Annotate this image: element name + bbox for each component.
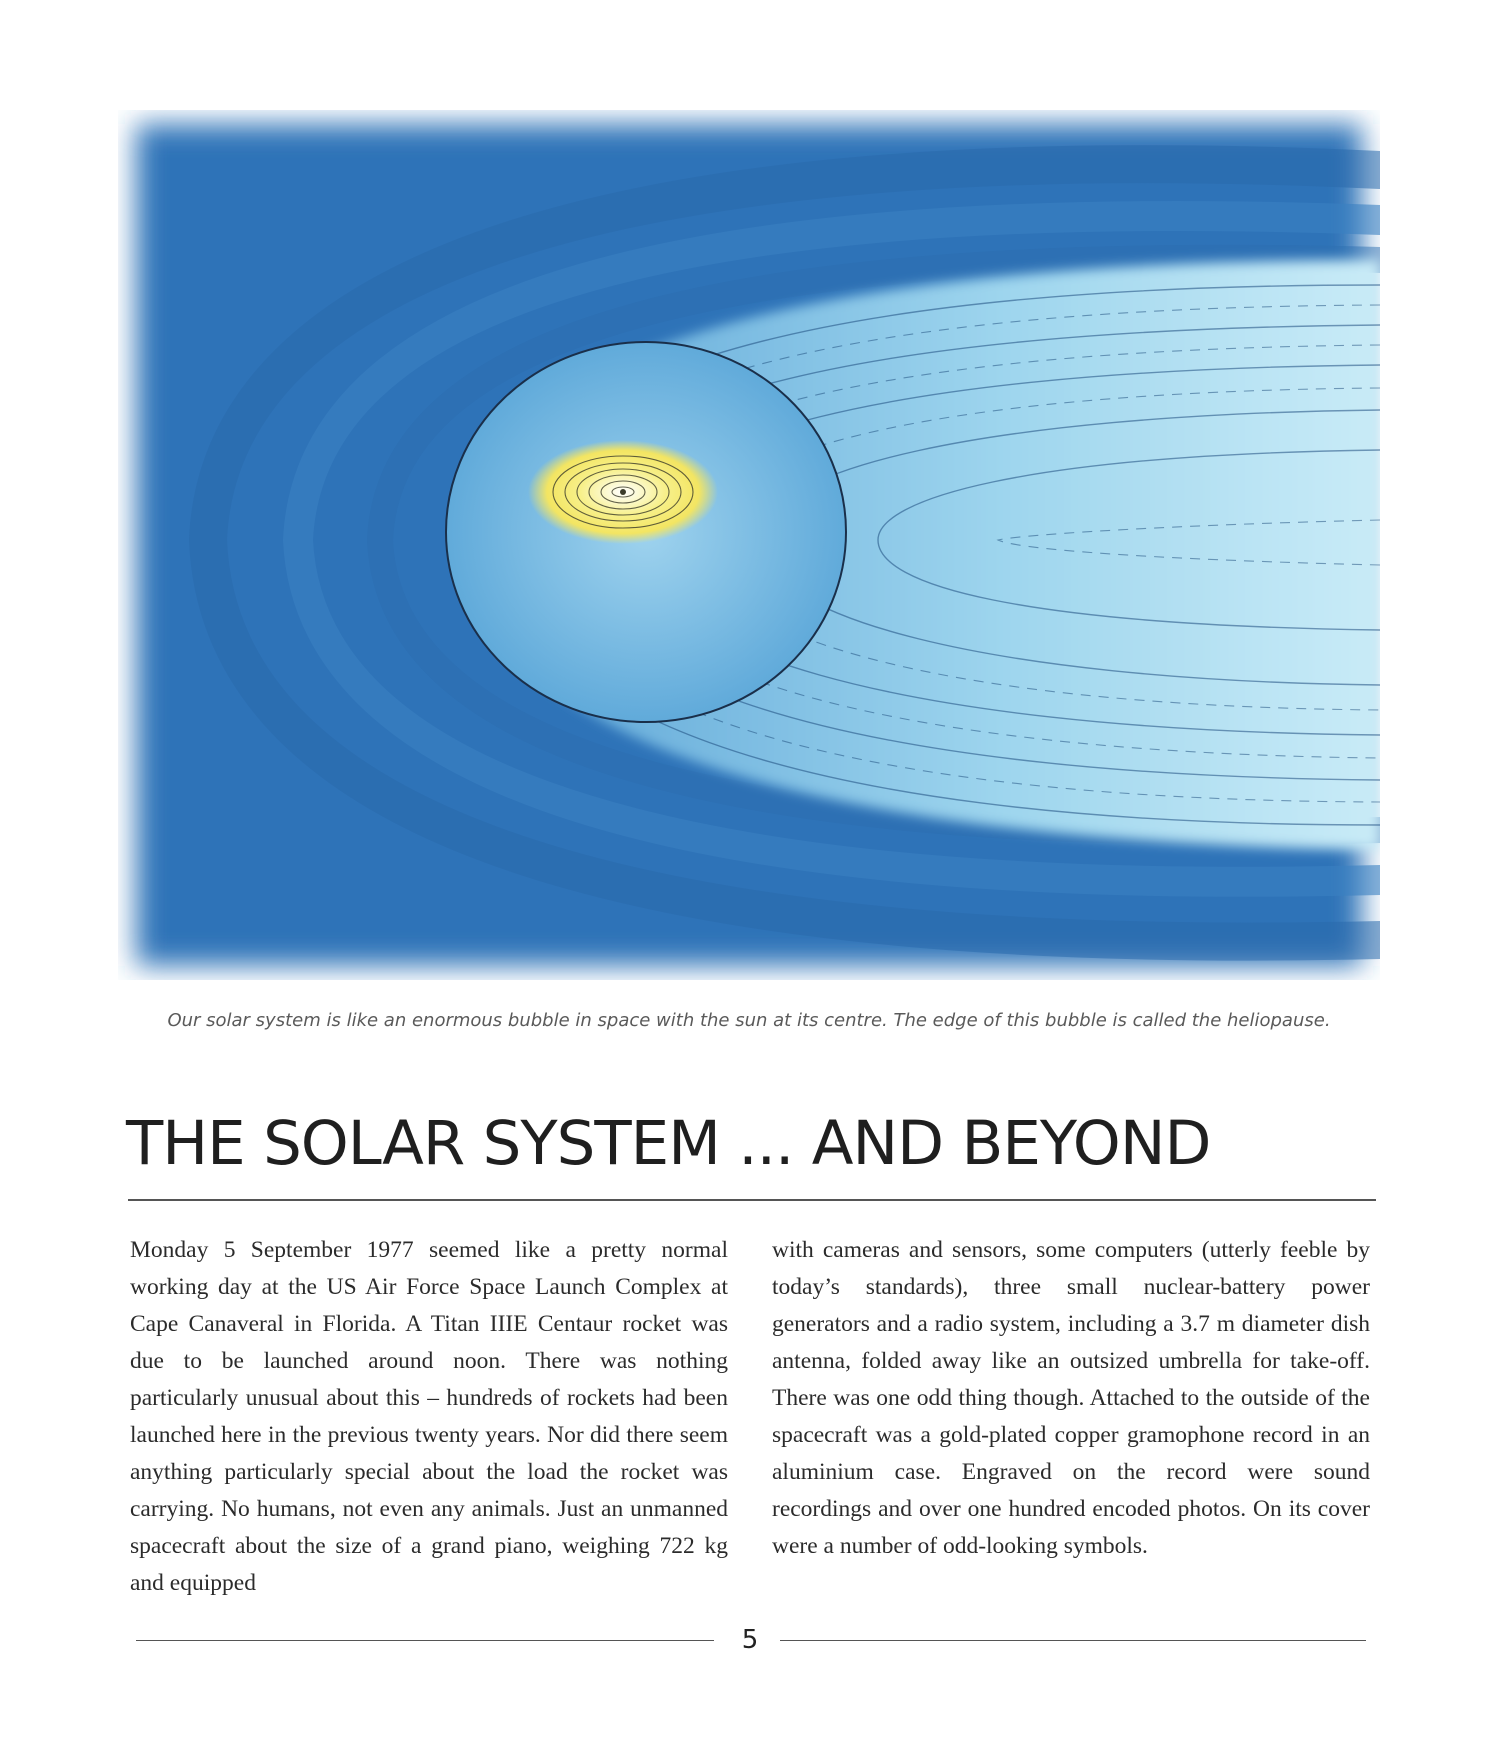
heliosphere-illustration xyxy=(118,110,1380,980)
title-rule xyxy=(128,1199,1376,1201)
footer-rule-left xyxy=(136,1640,714,1641)
figure-caption: Our solar system is like an enormous bubble in space with the sun at its centre. The edge of this bubble is called the heliopause. xyxy=(167,1010,1331,1031)
body-text-left-column: Monday 5 September 1977 seemed like a pretty normal working day at the US Air Force Space Launch Complex at Cape Canaveral in Florida. A Titan IIIE Centaur rocket was due to be launched around noon. There was nothing particularly unusual about this – hundreds of rockets had been launched here in the previous twenty years. Nor did there seem anything particularly special about the load the rocket was carrying. No humans, not even any animals. Just an unmanned spacecraft about the size of a grand piano, weighing 722 kg and equipped xyxy=(130,1237,728,1596)
chapter-title: THE SOLAR SYSTEM ... AND BEYOND xyxy=(126,1108,1211,1179)
footer-rule-right xyxy=(780,1640,1366,1641)
body-text-right-column: with cameras and sensors, some computers (utterly feeble by today’s standards), three small nuclear-battery power generators and a radio system, including a 3.7 m diameter dish antenna, folded away like an outsized umbrella for take-off. There was one odd thing though. Attached to the outside of the spacecraft was a gold-plated copper gramophone record in an aluminium case. Engraved on the record were sound recordings and over one hundred encoded photos. On its cover were a number of odd-looking symbols. xyxy=(772,1237,1370,1559)
page-number: 5 xyxy=(741,1625,759,1655)
